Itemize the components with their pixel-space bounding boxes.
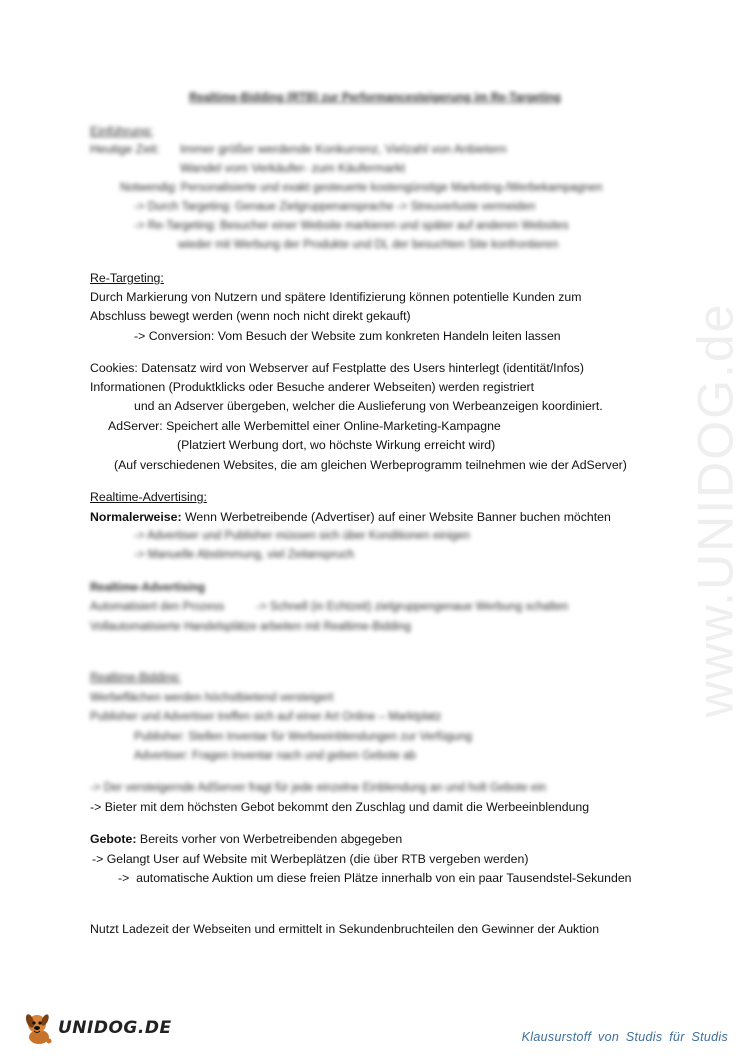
intro-line-5: -> Re-Targeting: Besucher einer Website markieren und später auf anderen Websites: [134, 220, 569, 232]
gebote-line-2: -> Gelangt User auf Website mit Werbeplätzen (die über RTB vergeben werden): [92, 852, 529, 866]
footer-slogan: Klausurstoff von Studis für Studis: [521, 1030, 728, 1044]
gebote-line-1: [90, 831, 402, 848]
gebote-line-3: -> automatische Auktion um diese freien Plätze innerhalb von ein paar Tausendstel-Sekunden: [118, 871, 632, 885]
intro-heading: Einführung:: [90, 124, 153, 138]
intro-line-2: Wandel vom Verkäufer- zum Käufermarkt: [180, 161, 406, 175]
rtb-heading: Realtime-Bidding:: [90, 672, 181, 684]
cookies-line-1: Cookies: Datensatz wird von Webserver auf Festplatte des Users hinterlegt (identität/Infos): [90, 361, 584, 375]
intro-label: Heutige Zeit:: [90, 142, 160, 156]
rta2-line-1: Automatisiert den Prozess -> Schnell (in Echtzeit) zielgruppengenaue Werbung schalten: [90, 601, 569, 613]
footer-brand: UNIDOG.DE: [58, 1018, 172, 1038]
rta-line-1-text: Wenn Werbetreibende (Advertiser) auf einer Website Banner buchen möchten: [181, 510, 611, 524]
retargeting-line-2: Abschluss bewegt werden (wenn noch nicht direkt gekauft): [90, 309, 411, 323]
rta-line-1: [90, 509, 611, 526]
rtb-line-5: -> Der versteigernde AdServer fragt für jede einzelne Einblendung an und holt Gebote ein: [90, 782, 547, 794]
gebote-line-1-text: Bereits vorher von Werbetreibenden abgegeben: [136, 832, 403, 846]
rtb-line-3: Publisher: Stellen Inventar für Werbeeinblendungen zur Verfügung: [134, 731, 472, 743]
rtb-line-6: -> Bieter mit dem höchsten Gebot bekommt den Zuschlag und damit die Werbeeinblendung: [90, 800, 590, 814]
final-line: Nutzt Ladezeit der Webseiten und ermittelt in Sekundenbruchteilen den Gewinner der Auktion: [90, 922, 600, 936]
intro-line-1: Immer größer werdende Konkurrenz, Vielzahl von Anbietern: [180, 142, 507, 156]
rta2-line-2: Vollautomatisierte Handelsplätze arbeiten mit Realtime-Bidding: [90, 621, 411, 633]
retargeting-heading: Re-Targeting:: [90, 271, 164, 285]
rtb-line-1: Werbeflächen werden höchstbietend versteigert: [90, 692, 334, 704]
adserver-line-2: (Platziert Werbung dort, wo höchste Wirkung erreicht wird): [177, 438, 496, 452]
footer-logo[interactable]: [22, 1010, 172, 1046]
document-title: Realtime-Bidding (RTB) zur Performancesteigerung im Re-Targeting: [189, 92, 561, 104]
cookies-line-3: und an Adserver übergeben, welcher die Auslieferung von Werbeanzeigen koordiniert.: [134, 399, 603, 413]
gebote-bold-label: Gebote:: [90, 832, 137, 846]
retargeting-line-3: -> Conversion: Vom Besuch der Website zum konkreten Handeln leiten lassen: [134, 329, 561, 343]
retargeting-line-1: Durch Markierung von Nutzern und spätere Identifizierung können potentielle Kunden zum: [90, 290, 582, 304]
rta-line-3: -> Manuelle Abstimmung, viel Zeitanspruch: [134, 549, 355, 561]
dog-icon: [22, 1010, 56, 1046]
adserver-line-3: (Auf verschiedenen Websites, die am gleichen Werbeprogramm teilnehmen wie der AdServer): [114, 458, 627, 472]
intro-line-4: -> Durch Targeting: Genaue Zielgruppenansprache -> Streuverluste vermeiden: [134, 201, 536, 213]
rta2-heading: Realtime-Advertising: [90, 582, 206, 594]
cookies-line-2: Informationen (Produktklicks oder Besuche anderer Webseiten) werden registriert: [90, 380, 535, 394]
adserver-line-1: AdServer: Speichert alle Werbemittel einer Online-Marketing-Kampagne: [108, 419, 501, 433]
rtb-line-2: Publisher und Advertiser treffen sich auf einer Art Online – Marktplatz: [90, 711, 442, 723]
rta-bold-label: Normalerweise:: [90, 510, 182, 524]
intro-line-3: Notwendig: Personalisierte und exakt gesteuerte kostengünstige Marketing-/Werbekampagnen: [120, 182, 603, 194]
watermark: www.UNIDOG.de: [687, 302, 743, 718]
rtb-line-4: Advertiser: Fragen Inventar nach und geben Gebote ab: [134, 750, 416, 762]
rta-heading: Realtime-Advertising:: [90, 490, 207, 504]
intro-line-6: wieder mit Werbung der Produkte und DL der besuchten Site konfrontieren: [178, 239, 559, 251]
rta-line-2: -> Advertiser und Publisher müssen sich über Konditionen einigen: [134, 530, 470, 542]
